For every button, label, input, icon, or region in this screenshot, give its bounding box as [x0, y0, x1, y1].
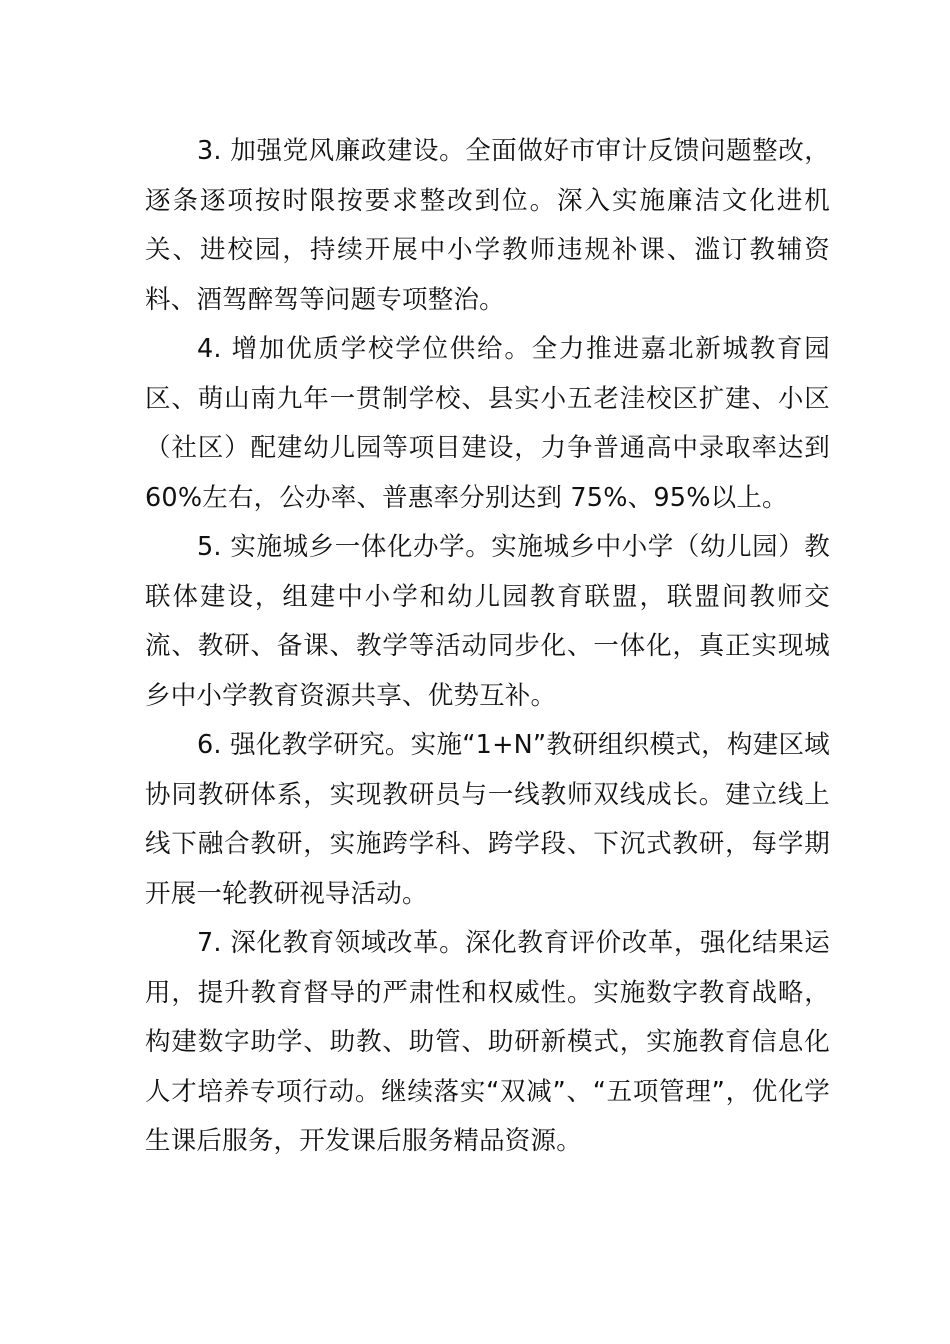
paragraph-5-urban-rural-schooling: 5. 实施城乡一体化办学。实施城乡中小学（幼儿园）教联体建设，组建中小学和幼儿园教育联盟，联盟间教师交流、教研、备课、教学等活动同步化、一体化，真正实现城乡中小学教育资源共享、优势互补。	[145, 532, 830, 711]
document-body	[145, 127, 830, 1167]
paragraph-7-education-reform: 7. 深化教育领域改革。深化教育评价改革，强化结果运用，提升教育督导的严肃性和权威性。实施数字教育战略，构建数字助学、助教、助管、助研新模式，实施教育信息化人才培养专项行动。继续落实“双减”、“五项管理”，优化学生课后服务，开发课后服务精品资源。	[145, 928, 830, 1156]
paragraph-6-teaching-research: 6. 强化教学研究。实施“1+N”教研组织模式，构建区域协同教研体系，实现教研员与一线教师双线成长。建立线上线下融合教研，实施跨学科、跨学段、下沉式教研，每学期开展一轮教研视导活动。	[145, 730, 830, 909]
paragraph-4-school-places: 4. 增加优质学校学位供给。全力推进嘉北新城教育园区、萌山南九年一贯制学校、县实小五老洼校区扩建、小区（社区）配建幼儿园等项目建设，力争普通高中录取率达到 60%左右，公办率、普惠率分别达到 75%、95%以上。	[145, 334, 830, 513]
paragraph-3-party-conduct: 3. 加强党风廉政建设。全面做好市审计反馈问题整改，逐条逐项按时限按要求整改到位。深入实施廉洁文化进机关、进校园，持续开展中小学教师违规补课、滥订教辅资料、酒驾醉驾等问题专项整治。	[145, 136, 830, 315]
